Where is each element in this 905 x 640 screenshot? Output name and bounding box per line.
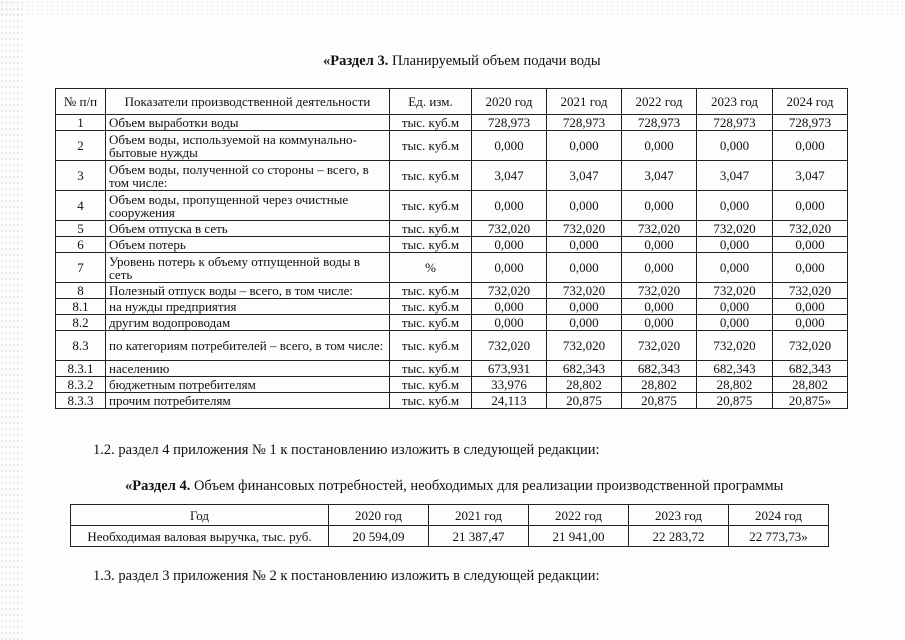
table-row xyxy=(56,283,848,299)
value-cell: 3,047 xyxy=(773,161,848,191)
value-cell: 20 594,09 xyxy=(329,526,429,547)
water-supply-table xyxy=(55,88,848,409)
section-3-heading xyxy=(323,53,601,70)
value-cell: 732,020 xyxy=(547,221,622,237)
table-row xyxy=(56,331,848,361)
table-row xyxy=(56,115,848,131)
value-cell: 28,802 xyxy=(773,377,848,393)
unit-cell: % xyxy=(390,253,472,283)
unit-cell: тыс. куб.м xyxy=(390,299,472,315)
table-row xyxy=(56,237,848,253)
row-number: 8.3 xyxy=(56,331,106,361)
value-cell: 21 387,47 xyxy=(429,526,529,547)
row-number: 3 xyxy=(56,161,106,191)
value-cell: 3,047 xyxy=(697,161,773,191)
value-cell: 0,000 xyxy=(773,253,848,283)
value-cell: 0,000 xyxy=(622,315,697,331)
column-header: 2021 год xyxy=(429,505,529,526)
value-cell: 682,343 xyxy=(547,361,622,377)
value-cell: 0,000 xyxy=(622,131,697,161)
finance-header-row xyxy=(71,505,829,526)
unit-cell: тыс. куб.м xyxy=(390,283,472,299)
value-cell: 0,000 xyxy=(773,191,848,221)
table-row xyxy=(56,377,848,393)
finance-table xyxy=(70,504,829,547)
value-cell: 0,000 xyxy=(773,299,848,315)
value-cell: 732,020 xyxy=(547,283,622,299)
value-cell: 732,020 xyxy=(472,283,547,299)
value-cell: 20,875 xyxy=(547,393,622,409)
table-header-row xyxy=(56,89,848,115)
table-body xyxy=(56,115,848,409)
value-cell: 3,047 xyxy=(547,161,622,191)
value-cell: 728,973 xyxy=(773,115,848,131)
indicator-name: Объем выработки воды xyxy=(106,115,390,131)
value-cell: 732,020 xyxy=(697,331,773,361)
row-number: 1 xyxy=(56,115,106,131)
row-number: 2 xyxy=(56,131,106,161)
row-number: 8.3.3 xyxy=(56,393,106,409)
value-cell: 0,000 xyxy=(547,315,622,331)
value-cell: 0,000 xyxy=(472,191,547,221)
finance-data-row xyxy=(71,526,829,547)
value-cell: 0,000 xyxy=(547,191,622,221)
column-header: 2024 год xyxy=(773,89,848,115)
value-cell: 0,000 xyxy=(547,299,622,315)
unit-cell: тыс. куб.м xyxy=(390,161,472,191)
indicator-name: Объем отпуска в сеть xyxy=(106,221,390,237)
value-cell: 0,000 xyxy=(472,131,547,161)
value-cell: 0,000 xyxy=(697,315,773,331)
value-cell: 0,000 xyxy=(472,237,547,253)
value-cell: 0,000 xyxy=(547,253,622,283)
value-cell: 0,000 xyxy=(622,253,697,283)
unit-cell: тыс. куб.м xyxy=(390,377,472,393)
value-cell: 728,973 xyxy=(547,115,622,131)
value-cell: 20,875 xyxy=(622,393,697,409)
value-cell: 22 283,72 xyxy=(629,526,729,547)
value-cell: 0,000 xyxy=(697,237,773,253)
column-header: 2022 год xyxy=(622,89,697,115)
row-number: 8.1 xyxy=(56,299,106,315)
value-cell: 0,000 xyxy=(547,131,622,161)
value-cell: 33,976 xyxy=(472,377,547,393)
indicator-name: по категориям потребителей – всего, в том числе: xyxy=(106,331,390,361)
unit-cell: тыс. куб.м xyxy=(390,393,472,409)
column-header: 2020 год xyxy=(329,505,429,526)
indicator-name: Объем воды, пропущенной через очистные сооружения xyxy=(106,191,390,221)
indicator-name: бюджетным потребителям xyxy=(106,377,390,393)
value-cell: 0,000 xyxy=(697,131,773,161)
value-cell: 28,802 xyxy=(622,377,697,393)
table-row xyxy=(56,221,848,237)
value-cell: 732,020 xyxy=(773,221,848,237)
value-cell: 732,020 xyxy=(622,221,697,237)
value-cell: 28,802 xyxy=(697,377,773,393)
column-header: № п/п xyxy=(56,89,106,115)
value-cell: 0,000 xyxy=(697,299,773,315)
value-cell: 0,000 xyxy=(622,299,697,315)
value-cell: 732,020 xyxy=(622,331,697,361)
value-cell: 20,875 xyxy=(697,393,773,409)
column-header: 2020 год xyxy=(472,89,547,115)
value-cell: 682,343 xyxy=(773,361,848,377)
row-number: 6 xyxy=(56,237,106,253)
unit-cell: тыс. куб.м xyxy=(390,191,472,221)
table-row xyxy=(56,253,848,283)
unit-cell: тыс. куб.м xyxy=(390,361,472,377)
value-cell: 732,020 xyxy=(773,283,848,299)
table-row xyxy=(56,191,848,221)
value-cell: 732,020 xyxy=(773,331,848,361)
value-cell: 22 773,73» xyxy=(729,526,829,547)
column-header: 2022 год xyxy=(529,505,629,526)
section-3-heading-text: Планируемый объем подачи воды xyxy=(388,53,601,69)
unit-cell: тыс. куб.м xyxy=(390,131,472,161)
value-cell: 0,000 xyxy=(472,253,547,283)
section-4-heading-text: Объем финансовых потребностей, необходимых для реализации производственной программы xyxy=(190,478,784,494)
indicator-name: на нужды предприятия xyxy=(106,299,390,315)
row-number: 4 xyxy=(56,191,106,221)
value-cell: 732,020 xyxy=(622,283,697,299)
indicator-name: другим водопроводам xyxy=(106,315,390,331)
value-cell: 28,802 xyxy=(547,377,622,393)
indicator-name: прочим потребителям xyxy=(106,393,390,409)
value-cell: 0,000 xyxy=(773,315,848,331)
indicator-name: Уровень потерь к объему отпущенной воды в сеть xyxy=(106,253,390,283)
row-label: Необходимая валовая выручка, тыс. руб. xyxy=(71,526,329,547)
value-cell: 728,973 xyxy=(472,115,547,131)
value-cell: 0,000 xyxy=(697,191,773,221)
value-cell: 732,020 xyxy=(697,221,773,237)
value-cell: 682,343 xyxy=(622,361,697,377)
value-cell: 732,020 xyxy=(547,331,622,361)
column-header: 2023 год xyxy=(697,89,773,115)
table-row xyxy=(56,131,848,161)
value-cell: 0,000 xyxy=(697,253,773,283)
indicator-name: Объем воды, используемой на коммунально-бытовые нужды xyxy=(106,131,390,161)
row-number: 8.2 xyxy=(56,315,106,331)
unit-cell: тыс. куб.м xyxy=(390,315,472,331)
value-cell: 3,047 xyxy=(472,161,547,191)
indicator-name: Полезный отпуск воды – всего, в том числе: xyxy=(106,283,390,299)
value-cell: 682,343 xyxy=(697,361,773,377)
value-cell: 728,973 xyxy=(697,115,773,131)
table-row xyxy=(56,161,848,191)
scan-noise-top xyxy=(0,0,905,16)
value-cell: 0,000 xyxy=(472,299,547,315)
indicator-name: населению xyxy=(106,361,390,377)
scan-noise-left xyxy=(0,0,22,640)
value-cell: 0,000 xyxy=(622,191,697,221)
value-cell: 21 941,00 xyxy=(529,526,629,547)
column-header: 2024 год xyxy=(729,505,829,526)
value-cell: 732,020 xyxy=(697,283,773,299)
value-cell: 732,020 xyxy=(472,221,547,237)
section-4-heading xyxy=(125,478,783,495)
value-cell: 0,000 xyxy=(472,315,547,331)
table-row xyxy=(56,299,848,315)
value-cell: 673,931 xyxy=(472,361,547,377)
unit-cell: тыс. куб.м xyxy=(390,115,472,131)
value-cell: 3,047 xyxy=(622,161,697,191)
table-row xyxy=(56,393,848,409)
value-cell: 732,020 xyxy=(472,331,547,361)
section-3-heading-bold: «Раздел 3. xyxy=(323,53,389,69)
column-header: Год xyxy=(71,505,329,526)
value-cell: 0,000 xyxy=(773,131,848,161)
row-number: 8.3.1 xyxy=(56,361,106,377)
value-cell: 20,875» xyxy=(773,393,848,409)
row-number: 8.3.2 xyxy=(56,377,106,393)
value-cell: 0,000 xyxy=(773,237,848,253)
column-header: Показатели производственной деятельности xyxy=(106,89,390,115)
table-row xyxy=(56,315,848,331)
paragraph-1-2: 1.2. раздел 4 приложения № 1 к постановлению изложить в следующей редакции: xyxy=(93,442,600,458)
column-header: 2023 год xyxy=(629,505,729,526)
row-number: 7 xyxy=(56,253,106,283)
section-4-heading-bold: «Раздел 4. xyxy=(125,478,191,494)
row-number: 8 xyxy=(56,283,106,299)
row-number: 5 xyxy=(56,221,106,237)
indicator-name: Объем потерь xyxy=(106,237,390,253)
column-header: Ед. изм. xyxy=(390,89,472,115)
table-row xyxy=(56,361,848,377)
value-cell: 728,973 xyxy=(622,115,697,131)
indicator-name: Объем воды, полученной со стороны – всего, в том числе: xyxy=(106,161,390,191)
column-header: 2021 год xyxy=(547,89,622,115)
unit-cell: тыс. куб.м xyxy=(390,237,472,253)
unit-cell: тыс. куб.м xyxy=(390,221,472,237)
unit-cell: тыс. куб.м xyxy=(390,331,472,361)
paragraph-1-3: 1.3. раздел 3 приложения № 2 к постановлению изложить в следующей редакции: xyxy=(93,568,600,584)
value-cell: 0,000 xyxy=(547,237,622,253)
value-cell: 24,113 xyxy=(472,393,547,409)
value-cell: 0,000 xyxy=(622,237,697,253)
